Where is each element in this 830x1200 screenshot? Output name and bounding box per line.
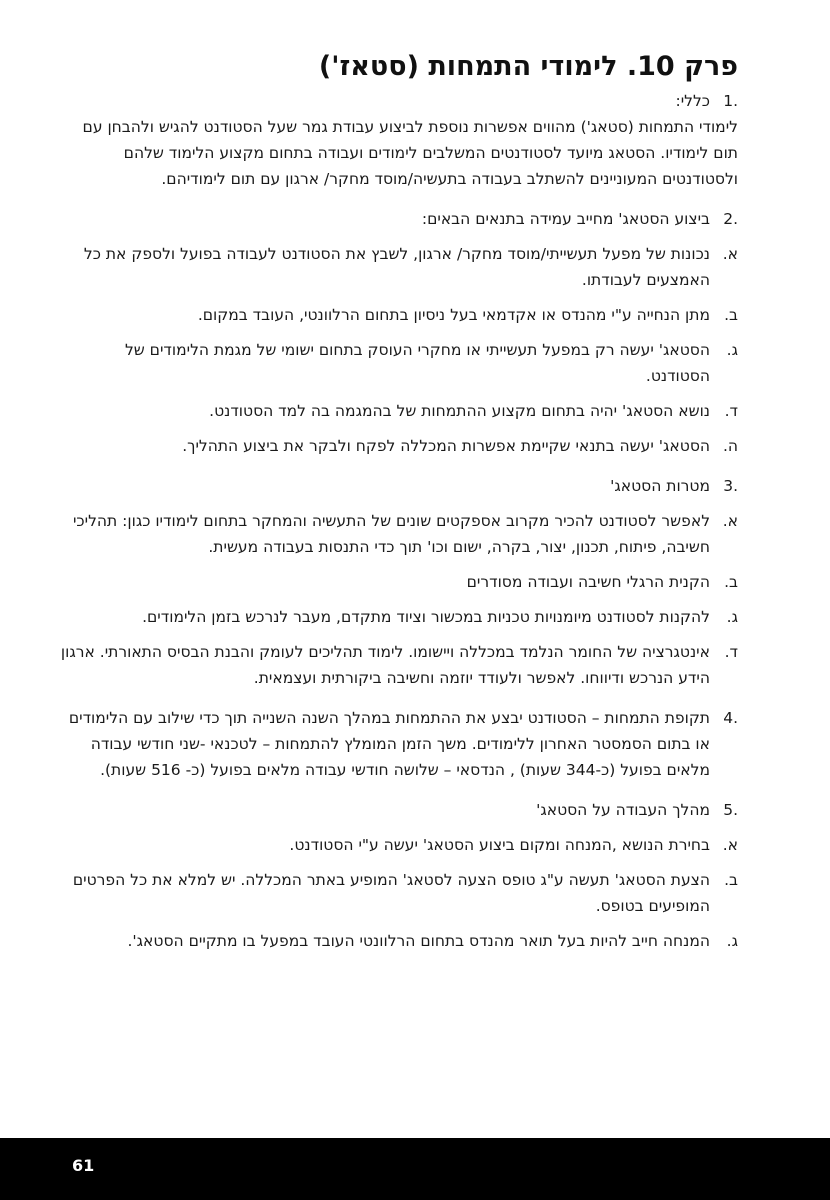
section-heading: תקופת התמחות – הסטודנט יבצע את ההתמחות במהלך השנה השנייה תוך כדי שילוב עם הלימודים או בתום הסמסטר האחרון ללימודים. משך הזמן המומלץ להתמחות – לטכנאי -שני חודשי עבודה מלאים בפועל (כ-344 שעות) , הנדסאי – שלושה חודשי עבודה מלאים בפועל (כ- 516 שעות). <box>68 709 710 779</box>
section-number: .1 <box>723 92 738 110</box>
page-number: 61 <box>72 1156 95 1175</box>
section-heading: כללי: <box>675 92 710 110</box>
list-item <box>60 398 738 424</box>
list-item <box>60 867 738 919</box>
list-item-label: א. <box>722 836 738 854</box>
section-2 <box>60 206 738 459</box>
list-item-text: להקנות לסטודנט מיומנויות טכניות במכשור וציוד מתקדם, מעבר לנרכש בזמן הלימודים. <box>142 608 710 626</box>
list-item-label: ב. <box>724 871 738 889</box>
list-item-text: בחירת הנושא ,המנחה ומקום ביצוע הסטאג' יעשה ע"י הסטודנט. <box>289 836 710 854</box>
list-item-label: א. <box>722 512 738 530</box>
section-number: .2 <box>723 210 738 228</box>
list-item <box>60 302 738 328</box>
section-4 <box>60 705 738 783</box>
list-item-text: נושא הסטאג' יהיה בתחום מקצוע ההתמחות של בהמגמה בה למד הסטודנט. <box>209 402 710 420</box>
document-body <box>60 88 738 968</box>
list-item <box>60 832 738 858</box>
list-item <box>60 569 738 595</box>
section-5 <box>60 797 738 954</box>
list-item-text: מתן הנחייה ע"י מהנדס או אקדמאי בעל ניסיון בתחום הרלוונטי, העובד במקום. <box>197 306 710 324</box>
list-item-label: ה. <box>722 437 738 455</box>
list-item <box>60 508 738 560</box>
list-item-text: הקנית הרגלי חשיבה ועבודה מסודרים <box>466 573 710 591</box>
list-item-label: ב. <box>724 306 738 324</box>
list-item <box>60 337 738 389</box>
list-item-text: נכונות של מפעל תעשייתי/מוסד מחקר/ ארגון, לשבץ את הסטודנט לעבודה בפועל ולספק את כל האמצעים לעבודתו. <box>83 245 710 289</box>
list-item-text: המנחה חייב להיות בעל תואר מהנדס בתחום הרלוונטי העובד במפעל בו מתקיים הסטאג'. <box>127 932 710 950</box>
list-item-text: אינטגרציה של החומר הנלמד במכללה ויישומו. לימוד תהליכים לעומק והבנת הבסיס התאורתי. ארגון הידע הנרכש ודיווחו. לאפשר ולעודד יוזמה וחשיבה ביקורתית ועצמאית. <box>60 643 710 687</box>
list-item-label: ד. <box>724 402 738 420</box>
list-item-label: ג. <box>726 341 738 359</box>
section-heading: ביצוע הסטאג' מחייב עמידה בתנאים הבאים: <box>421 210 710 228</box>
section-number: .3 <box>723 477 738 495</box>
section-heading: מטרות הסטאג' <box>610 477 710 495</box>
section-heading: מהלך העבודה על הסטאג' <box>536 801 710 819</box>
section-1 <box>60 88 738 192</box>
page-footer <box>0 1138 830 1200</box>
list-item <box>60 241 738 293</box>
list-item-text: לאפשר לסטודנט להכיר מקרוב אספקטים שונים של התעשיה והמחקר בתחום לימודיו כגון: תהליכי חשיבה, פיתוח, תכנון, יצור, בקרה, ישום וכו' תוך כדי התנסות בעבודה מעשית. <box>72 512 710 556</box>
section-paragraph: לימודי התמחות (סטאג') מהווים אפשרות נוספת לביצוע עבודת גמר שעל הסטודנט להגיש ולהבחן עם תום לימודיו. הסטאג מיועד לסטודנטים המשלבים לימודים ועבודה בתחום מקצוע הלימוד שלהם ולסטודנטים המעוניינים להשתלב בעבודה בתעשיה/מוסד מחקר/ ארגון עם תום לימודיהם. <box>82 118 738 188</box>
list-item <box>60 433 738 459</box>
section-3 <box>60 473 738 691</box>
list-item <box>60 639 738 691</box>
list-item-text: הסטאג' יעשה רק במפעל תעשייתי או מחקרי העוסק בתחום ישומי של מגמת הלימודים של הסטודנט. <box>124 341 710 385</box>
list-item-label: א. <box>722 245 738 263</box>
list-item-label: ג. <box>726 932 738 950</box>
chapter-title: פרק 10. לימודי התמחות (סטאז') <box>318 51 738 82</box>
section-number: .4 <box>723 709 738 727</box>
list-item <box>60 928 738 954</box>
list-item-text: הצעת הסטאג' תעשה ע"ג טופס הצעה לסטאג' המופיע באתר המכללה. יש למלא את כל הפרטים המופיעים בטופס. <box>72 871 710 915</box>
section-number: .5 <box>723 801 738 819</box>
list-item <box>60 604 738 630</box>
list-item-label: ב. <box>724 573 738 591</box>
list-item-label: ד. <box>724 643 738 661</box>
list-item-label: ג. <box>726 608 738 626</box>
list-item-text: הסטאג' יעשה בתנאי שקיימת אפשרות המכללה לפקח ולבקר את ביצוע התהליך. <box>182 437 710 455</box>
